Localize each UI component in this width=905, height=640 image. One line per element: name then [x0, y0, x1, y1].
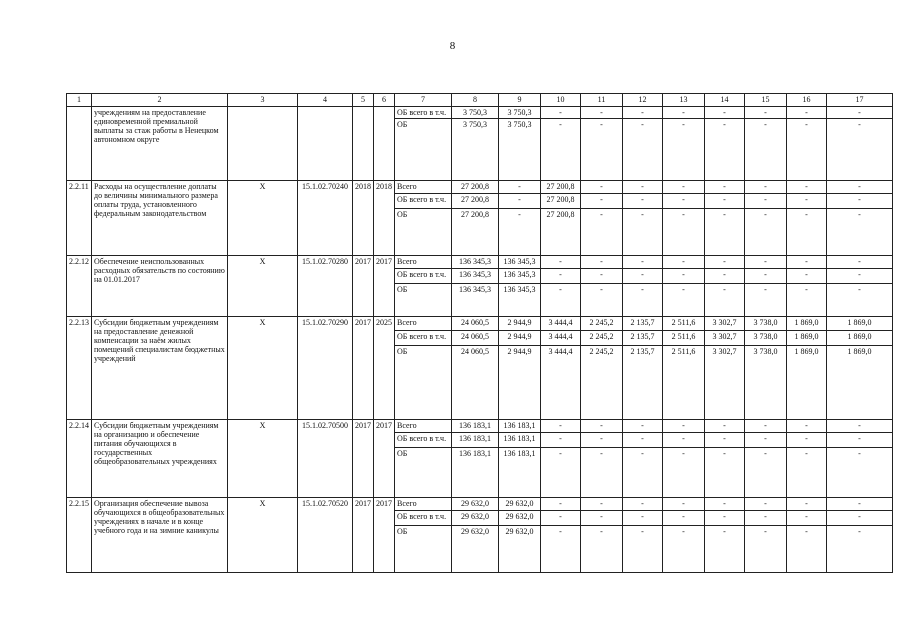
- table-row: [67, 256, 893, 269]
- amount-cell: -: [705, 498, 745, 511]
- amount-cell: -: [623, 284, 663, 317]
- amount-cell: 136 183,1: [452, 420, 499, 433]
- amount-cell: -: [705, 194, 745, 209]
- table-row: [67, 181, 893, 194]
- amount-cell: -: [705, 107, 745, 119]
- amount-cell: -: [581, 269, 623, 284]
- amount-cell: 2 944,9: [499, 331, 541, 346]
- amount-cell: -: [499, 181, 541, 194]
- amount-cell: 29 632,0: [452, 526, 499, 573]
- column-header: 5: [353, 94, 374, 107]
- amount-cell: -: [827, 511, 893, 526]
- amount-cell: -: [787, 181, 827, 194]
- amount-cell: -: [663, 420, 705, 433]
- amount-cell: 3 750,3: [499, 119, 541, 181]
- amount-cell: -: [787, 209, 827, 256]
- amount-cell: -: [663, 119, 705, 181]
- budget-code: 15.1.02.70240: [298, 181, 353, 256]
- end-year: 2017: [374, 256, 395, 317]
- amount-cell: -: [745, 181, 787, 194]
- column-header: 11: [581, 94, 623, 107]
- amount-cell: -: [787, 256, 827, 269]
- amount-cell: -: [827, 107, 893, 119]
- amount-cell: 29 632,0: [499, 498, 541, 511]
- amount-cell: -: [705, 269, 745, 284]
- column-header: 4: [298, 94, 353, 107]
- amount-cell: 2 245,2: [581, 317, 623, 331]
- measure-name: Расходы на осуществление доплаты до величины минимального размера оплаты труда, установленного федеральным законодательством: [92, 181, 228, 256]
- amount-cell: 29 632,0: [499, 526, 541, 573]
- amount-cell: -: [623, 107, 663, 119]
- funding-source: Всего: [395, 317, 452, 331]
- table-row: [67, 317, 893, 331]
- amount-cell: 29 632,0: [452, 511, 499, 526]
- amount-cell: -: [541, 433, 581, 448]
- amount-cell: -: [663, 448, 705, 498]
- amount-cell: 3 738,0: [745, 331, 787, 346]
- amount-cell: -: [623, 194, 663, 209]
- amount-cell: -: [581, 209, 623, 256]
- measure-name: Субсидии бюджетным учреждениям на предоставление денежной компенсации за наём жилых помещений специалистам бюджетных учреждений: [92, 317, 228, 420]
- row-number: 2.2.15: [67, 498, 92, 573]
- amount-cell: -: [541, 119, 581, 181]
- amount-cell: -: [827, 269, 893, 284]
- row-number: 2.2.13: [67, 317, 92, 420]
- amount-cell: -: [623, 269, 663, 284]
- amount-cell: -: [787, 119, 827, 181]
- amount-cell: -: [623, 209, 663, 256]
- funding-source: ОБ: [395, 448, 452, 498]
- amount-cell: -: [623, 526, 663, 573]
- amount-cell: -: [827, 181, 893, 194]
- measure-name: учреждениям на предоставление единовременной премиальной выплаты за стаж работы в Ненецком автономном округе: [92, 107, 228, 181]
- amount-cell: -: [827, 209, 893, 256]
- amount-cell: -: [541, 526, 581, 573]
- start-year: 2017: [353, 498, 374, 573]
- amount-cell: -: [745, 498, 787, 511]
- amount-cell: 2 511,6: [663, 317, 705, 331]
- amount-cell: -: [705, 448, 745, 498]
- amount-cell: -: [623, 498, 663, 511]
- amount-cell: -: [581, 420, 623, 433]
- funding-source: Всего: [395, 181, 452, 194]
- funding-source: ОБ: [395, 209, 452, 256]
- amount-cell: 2 944,9: [499, 346, 541, 420]
- amount-cell: 3 750,3: [452, 107, 499, 119]
- amount-cell: -: [541, 448, 581, 498]
- amount-cell: 27 200,8: [452, 181, 499, 194]
- amount-cell: 3 750,3: [452, 119, 499, 181]
- column-header: 6: [374, 94, 395, 107]
- amount-cell: -: [663, 269, 705, 284]
- amount-cell: -: [663, 209, 705, 256]
- amount-cell: -: [663, 526, 705, 573]
- budget-code: 15.1.02.70520: [298, 498, 353, 573]
- amount-cell: -: [787, 498, 827, 511]
- amount-cell: -: [705, 511, 745, 526]
- amount-cell: -: [581, 448, 623, 498]
- amount-cell: -: [581, 194, 623, 209]
- amount-cell: -: [663, 194, 705, 209]
- amount-cell: 3 444,4: [541, 331, 581, 346]
- column-header: 17: [827, 94, 893, 107]
- amount-cell: 3 302,7: [705, 346, 745, 420]
- amount-cell: -: [623, 181, 663, 194]
- amount-cell: -: [745, 420, 787, 433]
- amount-cell: -: [663, 107, 705, 119]
- funding-source: ОБ: [395, 346, 452, 420]
- amount-cell: -: [705, 119, 745, 181]
- column-number-row: [67, 94, 893, 107]
- budget-table: [66, 93, 893, 573]
- amount-cell: -: [745, 433, 787, 448]
- funding-source: Всего: [395, 256, 452, 269]
- amount-cell: -: [663, 511, 705, 526]
- amount-cell: 136 345,3: [452, 256, 499, 269]
- funding-source: ОБ: [395, 526, 452, 573]
- amount-cell: 2 245,2: [581, 346, 623, 420]
- amount-cell: 2 135,7: [623, 331, 663, 346]
- amount-cell: -: [745, 209, 787, 256]
- responsible-mark: Х: [228, 317, 298, 420]
- amount-cell: -: [581, 511, 623, 526]
- amount-cell: -: [541, 284, 581, 317]
- amount-cell: -: [787, 448, 827, 498]
- amount-cell: 1 869,0: [787, 317, 827, 331]
- start-year: [353, 107, 374, 181]
- amount-cell: -: [827, 498, 893, 511]
- amount-cell: 136 183,1: [499, 420, 541, 433]
- amount-cell: 136 345,3: [452, 284, 499, 317]
- funding-source: ОБ всего в т.ч.: [395, 194, 452, 209]
- amount-cell: -: [787, 433, 827, 448]
- column-header: 10: [541, 94, 581, 107]
- amount-cell: 24 060,5: [452, 317, 499, 331]
- amount-cell: -: [541, 269, 581, 284]
- end-year: 2017: [374, 420, 395, 498]
- budget-code: 15.1.02.70290: [298, 317, 353, 420]
- amount-cell: -: [705, 433, 745, 448]
- amount-cell: 2 944,9: [499, 317, 541, 331]
- amount-cell: -: [787, 194, 827, 209]
- amount-cell: 136 345,3: [499, 256, 541, 269]
- amount-cell: -: [499, 209, 541, 256]
- measure-name: Организация обеспечение вывоза обучающихся в общеобразовательных учреждениях в начале и в конце учебного года и на зимние каникулы: [92, 498, 228, 573]
- amount-cell: 3 444,4: [541, 317, 581, 331]
- amount-cell: -: [705, 181, 745, 194]
- table-row: [67, 420, 893, 433]
- responsible-mark: [228, 107, 298, 181]
- end-year: 2017: [374, 498, 395, 573]
- amount-cell: 136 345,3: [499, 269, 541, 284]
- amount-cell: 1 869,0: [787, 331, 827, 346]
- amount-cell: 24 060,5: [452, 331, 499, 346]
- funding-source: ОБ всего в т.ч.: [395, 433, 452, 448]
- amount-cell: 27 200,8: [541, 194, 581, 209]
- responsible-mark: Х: [228, 181, 298, 256]
- funding-source: ОБ всего в т.ч.: [395, 511, 452, 526]
- amount-cell: -: [663, 256, 705, 269]
- amount-cell: 29 632,0: [499, 511, 541, 526]
- amount-cell: 3 738,0: [745, 317, 787, 331]
- amount-cell: -: [745, 448, 787, 498]
- measure-name: Обеспечение неиспользованных расходных обязательств по состоянию на 01.01.2017: [92, 256, 228, 317]
- amount-cell: -: [745, 256, 787, 269]
- amount-cell: -: [705, 209, 745, 256]
- amount-cell: -: [745, 284, 787, 317]
- amount-cell: -: [623, 448, 663, 498]
- amount-cell: -: [705, 256, 745, 269]
- amount-cell: -: [745, 269, 787, 284]
- end-year: [374, 107, 395, 181]
- funding-source: ОБ: [395, 119, 452, 181]
- amount-cell: 1 869,0: [827, 317, 893, 331]
- amount-cell: -: [705, 526, 745, 573]
- amount-cell: 2 511,6: [663, 331, 705, 346]
- amount-cell: -: [745, 526, 787, 573]
- amount-cell: -: [541, 256, 581, 269]
- funding-source: ОБ всего в т.ч.: [395, 107, 452, 119]
- amount-cell: 3 444,4: [541, 346, 581, 420]
- start-year: 2017: [353, 420, 374, 498]
- budget-code: 15.1.02.70280: [298, 256, 353, 317]
- budget-code: 15.1.02.70500: [298, 420, 353, 498]
- measure-name: Субсидии бюджетным учреждениям на организацию и обеспечение питания обучающихся в государственных общеобразовательных учреждениях: [92, 420, 228, 498]
- start-year: 2017: [353, 317, 374, 420]
- amount-cell: 136 345,3: [452, 269, 499, 284]
- amount-cell: -: [623, 511, 663, 526]
- column-header: 15: [745, 94, 787, 107]
- amount-cell: -: [499, 194, 541, 209]
- table-body: [67, 94, 893, 573]
- amount-cell: 3 750,3: [499, 107, 541, 119]
- amount-cell: -: [623, 119, 663, 181]
- amount-cell: -: [581, 119, 623, 181]
- amount-cell: -: [663, 433, 705, 448]
- amount-cell: -: [663, 181, 705, 194]
- amount-cell: -: [663, 498, 705, 511]
- row-number: 2.2.14: [67, 420, 92, 498]
- column-header: 7: [395, 94, 452, 107]
- amount-cell: 1 869,0: [827, 331, 893, 346]
- row-number: [67, 107, 92, 181]
- amount-cell: 136 345,3: [499, 284, 541, 317]
- end-year: 2018: [374, 181, 395, 256]
- funding-source: Всего: [395, 420, 452, 433]
- amount-cell: -: [581, 433, 623, 448]
- amount-cell: -: [787, 284, 827, 317]
- row-number: 2.2.11: [67, 181, 92, 256]
- funding-source: ОБ: [395, 284, 452, 317]
- amount-cell: -: [827, 119, 893, 181]
- row-number: 2.2.12: [67, 256, 92, 317]
- amount-cell: -: [827, 420, 893, 433]
- amount-cell: 136 183,1: [499, 448, 541, 498]
- amount-cell: -: [623, 256, 663, 269]
- amount-cell: -: [541, 107, 581, 119]
- amount-cell: 2 135,7: [623, 317, 663, 331]
- table-row: [67, 107, 893, 119]
- amount-cell: -: [787, 107, 827, 119]
- funding-source: ОБ всего в т.ч.: [395, 269, 452, 284]
- amount-cell: 136 183,1: [452, 448, 499, 498]
- amount-cell: 2 245,2: [581, 331, 623, 346]
- amount-cell: -: [827, 448, 893, 498]
- amount-cell: -: [541, 420, 581, 433]
- amount-cell: -: [787, 269, 827, 284]
- amount-cell: -: [745, 107, 787, 119]
- amount-cell: 27 200,8: [541, 209, 581, 256]
- amount-cell: -: [827, 284, 893, 317]
- amount-cell: -: [705, 420, 745, 433]
- amount-cell: 27 200,8: [541, 181, 581, 194]
- amount-cell: -: [541, 498, 581, 511]
- start-year: 2017: [353, 256, 374, 317]
- responsible-mark: Х: [228, 498, 298, 573]
- amount-cell: 1 869,0: [787, 346, 827, 420]
- amount-cell: 2 135,7: [623, 346, 663, 420]
- start-year: 2018: [353, 181, 374, 256]
- responsible-mark: Х: [228, 420, 298, 498]
- end-year: 2025: [374, 317, 395, 420]
- amount-cell: -: [705, 284, 745, 317]
- column-header: 14: [705, 94, 745, 107]
- amount-cell: -: [745, 511, 787, 526]
- amount-cell: -: [827, 526, 893, 573]
- amount-cell: 27 200,8: [452, 209, 499, 256]
- budget-code: [298, 107, 353, 181]
- amount-cell: -: [541, 511, 581, 526]
- amount-cell: 3 302,7: [705, 331, 745, 346]
- amount-cell: 1 869,0: [827, 346, 893, 420]
- amount-cell: -: [663, 284, 705, 317]
- column-header: 9: [499, 94, 541, 107]
- amount-cell: 136 183,1: [452, 433, 499, 448]
- amount-cell: 136 183,1: [499, 433, 541, 448]
- column-header: 8: [452, 94, 499, 107]
- amount-cell: 3 738,0: [745, 346, 787, 420]
- amount-cell: 24 060,5: [452, 346, 499, 420]
- amount-cell: 27 200,8: [452, 194, 499, 209]
- amount-cell: -: [787, 526, 827, 573]
- amount-cell: -: [581, 256, 623, 269]
- column-header: 12: [623, 94, 663, 107]
- responsible-mark: Х: [228, 256, 298, 317]
- amount-cell: -: [827, 256, 893, 269]
- amount-cell: -: [581, 526, 623, 573]
- amount-cell: -: [745, 119, 787, 181]
- amount-cell: -: [581, 498, 623, 511]
- amount-cell: 2 511,6: [663, 346, 705, 420]
- funding-source: Всего: [395, 498, 452, 511]
- funding-source: ОБ всего в т.ч.: [395, 331, 452, 346]
- amount-cell: -: [745, 194, 787, 209]
- amount-cell: -: [623, 433, 663, 448]
- amount-cell: 3 302,7: [705, 317, 745, 331]
- amount-cell: -: [827, 433, 893, 448]
- amount-cell: -: [581, 107, 623, 119]
- column-header: 16: [787, 94, 827, 107]
- amount-cell: -: [581, 284, 623, 317]
- amount-cell: -: [827, 194, 893, 209]
- column-header: 13: [663, 94, 705, 107]
- amount-cell: -: [581, 181, 623, 194]
- table-row: [67, 498, 893, 511]
- amount-cell: -: [787, 420, 827, 433]
- amount-cell: 29 632,0: [452, 498, 499, 511]
- amount-cell: -: [787, 511, 827, 526]
- column-header: 3: [228, 94, 298, 107]
- column-header: 2: [92, 94, 228, 107]
- page-number: 8: [449, 40, 456, 52]
- amount-cell: -: [623, 420, 663, 433]
- column-header: 1: [67, 94, 92, 107]
